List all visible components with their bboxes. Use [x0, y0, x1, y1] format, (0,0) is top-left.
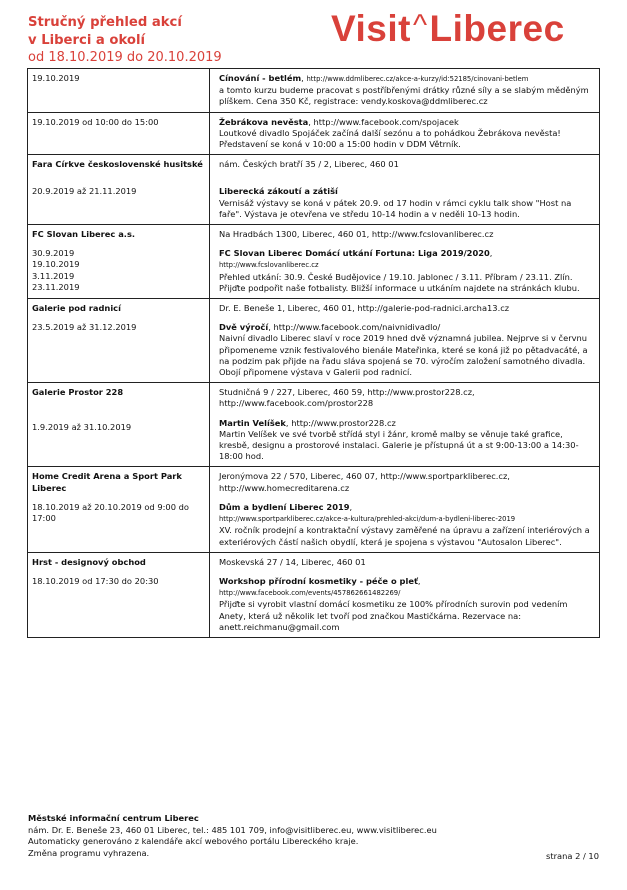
event-name: Cínování - betlém: [219, 73, 302, 83]
event-cell: [210, 112, 600, 155]
event-desc: XV. ročník prodejní a kontraktační výstavy zaměřené na úpravu a zařízení interiérových a exteriérových částí našich obydlí, která je spojena s výstavou "Autosalon Liberec".: [219, 525, 590, 547]
page-number: strana 2 / 10: [546, 851, 599, 861]
venue-name: Hrst - designový obchod: [32, 556, 146, 567]
venue-cell: [28, 155, 210, 225]
event-name: Dvě výročí: [219, 322, 269, 333]
title-line-2: v Liberci a okolí: [28, 33, 145, 48]
venue-address: nám. Českých bratří 35 / 2, Liberec, 460 01: [219, 159, 399, 170]
venue-name: Fara Církve československé husitské: [32, 159, 203, 170]
document-title: [28, 14, 182, 50]
event-date: 30.9.2019: [32, 248, 75, 259]
event-date: 3.11.2019: [32, 270, 75, 281]
venue-name: Home Credit Arena a Sport Park Liberec: [32, 471, 182, 493]
title-line-1: Stručný přehled akcí: [28, 15, 182, 30]
table-row: [28, 299, 600, 383]
event-cell: [210, 552, 600, 637]
event-link[interactable]: http://www.facebook.com/events/457862661482269/: [219, 589, 401, 598]
event-cell: [210, 69, 600, 113]
event-date: 19.10.2019 od 10:00 do 15:00: [32, 116, 159, 127]
event-date: 23.5.2019 až 31.12.2019: [32, 322, 137, 333]
event-name: Martin Velíšek: [219, 417, 286, 428]
event-desc: Naivní divadlo Liberec slaví v roce 2019 hned dvě významná jubilea. Nejprve si v červnu připomeneme vznik festivalového bienále Mateřinka, které se koná již po pětadvacáté, a na podzim pak přijde na řadu sláva spojená se 70. výročím založení samotného divadla. Obojí připomene výstava v Galerii pod radnicí.: [219, 333, 588, 378]
table-row: [28, 467, 600, 552]
venue-name: Galerie Prostor 228: [32, 387, 124, 398]
event-sep: ,: [285, 417, 292, 428]
footer: [28, 813, 437, 859]
venue-name: FC Slovan Liberec a.s.: [32, 229, 136, 240]
footer-contact: nám. Dr. E. Beneše 23, 460 01 Liberec, tel.: 485 101 709, info@visitliberec.eu, www.visitliberec.eu: [28, 824, 437, 835]
date-cell: [28, 112, 210, 155]
logo-right: Liberec: [429, 8, 565, 49]
table-row: [28, 225, 600, 299]
venue-cell: [28, 299, 210, 383]
event-date: 23.11.2019: [32, 281, 80, 292]
event-desc: Přehled utkání: 30.9. České Budějovice / 19.10. Jablonec / 3.11. Příbram / 23.11. Zlín. Přijďte podpořit naše fotbalisty. Bližší informace u utkáním najdete na stránkách klubu.: [219, 271, 580, 293]
table-row: [28, 112, 600, 155]
table-row: [28, 552, 600, 637]
event-date: 18.10.2019 až 20.10.2019 od 9:00 do 17:00: [32, 501, 189, 524]
event-cell: [210, 225, 600, 299]
event-desc: Martin Velíšek ve své tvorbě střídá styl i žánr, kromě malby se věnuje také grafice, kresbě, designu a prostorové instalaci. Galerie je přístupná út a st 9:00-13:00 a 14:30-18:00 hod.: [219, 428, 579, 462]
event-date: 19.10.2019: [32, 259, 80, 270]
event-link[interactable]: http://www.fcslovanliberec.cz: [219, 261, 319, 270]
event-link[interactable]: http://www.sportparkliberec.cz/akce-a-kultura/prehled-akci/dum-a-bydleni-liberec-2019: [219, 515, 516, 524]
footer-disclaimer: Změna programu vyhrazena.: [28, 847, 150, 858]
event-desc: Vernisáž výstavy se koná v pátek 20.9. od 17 hodin v rámci cyklu talk show "Host na faře". Výstava je otevřena ve středu 10-14 hodin a v neděli 10-13 hodin.: [219, 197, 572, 219]
event-cell: [210, 383, 600, 467]
event-link[interactable]: http://www.facebook.com/naivnidivadlo/: [273, 322, 441, 333]
table-row: [28, 383, 600, 467]
event-cell: [210, 299, 600, 383]
event-date: 20.9.2019 až 21.11.2019: [32, 186, 137, 197]
event-link[interactable]: http://www.facebook.com/spojacek: [313, 116, 459, 127]
event-date: 19.10.2019: [32, 73, 80, 83]
event-link[interactable]: http://www.prostor228.cz: [291, 417, 396, 428]
event-sep: ,: [349, 501, 353, 512]
event-name: FC Slovan Liberec Domácí utkání Fortuna: Liga 2019/2020: [219, 248, 490, 259]
venue-cell: [28, 225, 210, 299]
event-sep: ,: [301, 73, 307, 83]
event-cell: [210, 467, 600, 552]
venue-cell: [28, 383, 210, 467]
venue-address: Moskevská 27 / 14, Liberec, 460 01: [219, 556, 366, 567]
event-desc: Přijďte si vyrobit vlastní domácí kosmetiku ze 100% přírodních surovin pod vedením Anety, která už několik let tvoří pod značkou Mastičkárna. Rezervace na: anett.reichmanu@gmail.com: [219, 599, 568, 632]
venue-address: Jeronýmova 22 / 570, Liberec, 460 07, http://www.sportparkliberec.cz, http://www.homecreditarena.cz: [219, 471, 510, 493]
visit-liberec-logo: [331, 8, 565, 50]
table-row: [28, 155, 600, 225]
event-sep: ,: [308, 116, 314, 127]
venue-cell: [28, 552, 210, 637]
event-name: Liberecká zákoutí a zátiší: [219, 186, 338, 197]
table-row: [28, 69, 600, 113]
date-range: od 18.10.2019 do 20.10.2019: [28, 50, 222, 65]
event-name: Workshop přírodní kosmetiky - péče o pleť: [219, 575, 418, 586]
event-cell: [210, 155, 600, 225]
event-sep: ,: [268, 322, 274, 333]
event-sep: ,: [417, 575, 421, 586]
event-name: Dům a bydlení Liberec 2019: [219, 501, 350, 512]
venue-name: Galerie pod radnicí: [32, 303, 121, 314]
footer-org: Městské informační centrum Liberec: [28, 813, 199, 823]
event-desc: a tomto kurzu budeme pracovat s postříbřenými drátky různé síly a se slabým měděným plíškem. Cena 350 Kč, registrace: vendy.koskova@ddmliberec.cz: [219, 85, 589, 107]
venue-address: Dr. E. Beneše 1, Liberec, 460 01, http://galerie-pod-radnici.archa13.cz: [219, 303, 510, 314]
events-table: [27, 68, 600, 638]
event-date: 18.10.2019 od 17:30 do 20:30: [32, 575, 159, 586]
venue-address: Na Hradbách 1300, Liberec, 460 01, http://www.fcslovanliberec.cz: [219, 229, 494, 240]
footer-generated: Automaticky generováno z kalendáře akcí webového portálu Libereckého kraje.: [28, 836, 359, 846]
logo-caret: ^: [412, 9, 428, 42]
logo-left: Visit: [331, 8, 411, 49]
event-date: 1.9.2019 až 31.10.2019: [32, 422, 132, 433]
venue-address: Studničná 9 / 227, Liberec, 460 59, http://www.prostor228.cz, http://www.facebook.com/prostor228: [219, 387, 475, 409]
venue-cell: [28, 467, 210, 552]
event-link[interactable]: http://www.ddmliberec.cz/akce-a-kurzy/id:52185/cinovani-betlem: [306, 75, 529, 83]
date-cell: [28, 69, 210, 113]
event-sep: ,: [489, 248, 493, 259]
event-name: Žebrákova nevěsta: [219, 116, 309, 127]
event-desc: Loutkové divadlo Spojáček začíná další sezónu a to pohádkou Žebrákova nevěsta! Představení se koná v 10:00 a 15:00 hodin v DDM Větrník.: [219, 127, 561, 150]
